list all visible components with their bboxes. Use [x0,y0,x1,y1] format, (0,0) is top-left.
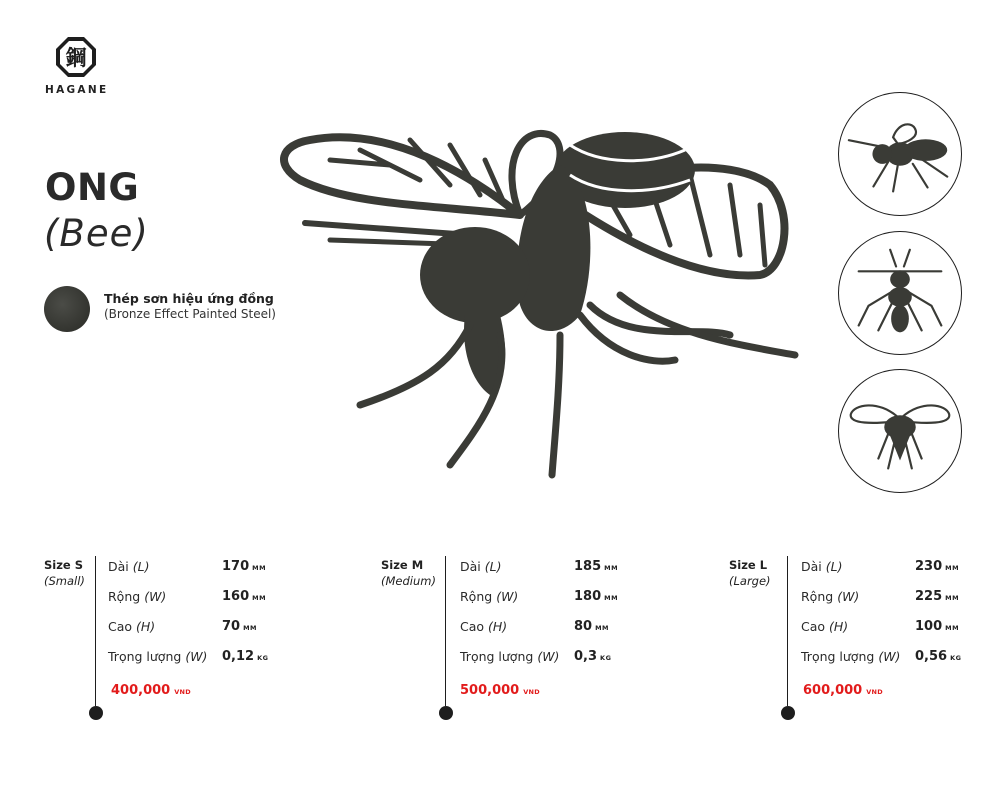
product-subtitle: (Bee) [44,212,149,255]
weight-value: 0,3 KG [574,649,612,664]
axis-dot [781,706,795,720]
size-block-l [729,556,1000,726]
size-block-s [44,556,344,726]
bee-front-view-icon [839,370,961,492]
weight-value: 0,12 KG [222,649,269,664]
axis-line [787,556,788,706]
height-label: Cao (H) [801,619,849,634]
length-label: Dài (L) [108,559,150,574]
length-label: Dài (L) [460,559,502,574]
logo-glyph: 鋼 [65,46,87,70]
product-title: ONG [45,166,140,209]
height-label: Cao (H) [108,619,156,634]
weight-label: Trọng lượng (W) [460,649,560,664]
axis-line [445,556,446,706]
material-swatch [44,286,90,332]
weight-label: Trọng lượng (W) [801,649,901,664]
material-name-vi: Thép sơn hiệu ứng đồng [104,291,274,306]
octagon-kanji-logo-icon [55,36,97,78]
axis-dot [439,706,453,720]
width-value: 160 MM [222,589,267,604]
axis-line [95,556,96,706]
material-name-en: (Bronze Effect Painted Steel) [104,307,276,321]
bee-top-view-icon [839,232,961,354]
length-value: 230 MM [915,559,960,574]
size-desc: (Medium) [381,574,436,588]
brand-name: HAGANE [45,84,109,96]
price: 400,000 VND [111,683,191,698]
height-label: Cao (H) [460,619,508,634]
thumbnail-top-view[interactable] [838,231,962,355]
size-desc: (Small) [44,574,85,588]
weight-label: Trọng lượng (W) [108,649,208,664]
size-name: Size L [729,558,768,572]
height-value: 80 MM [574,619,610,634]
width-value: 180 MM [574,589,619,604]
width-value: 225 MM [915,589,960,604]
size-block-m [381,556,681,726]
price: 500,000 VND [460,683,540,698]
width-label: Rộng (W) [460,589,519,604]
length-value: 185 MM [574,559,619,574]
axis-dot [89,706,103,720]
length-label: Dài (L) [801,559,843,574]
size-name: Size M [381,558,424,572]
length-value: 170 MM [222,559,267,574]
size-desc: (Large) [729,574,771,588]
width-label: Rộng (W) [801,589,860,604]
height-value: 100 MM [915,619,960,634]
bee-side-view-icon [839,93,961,215]
steel-bee-model-icon [270,105,810,505]
price: 600,000 VND [803,683,883,698]
thumbnail-side-view[interactable] [838,92,962,216]
size-name: Size S [44,558,84,572]
thumbnail-front-view[interactable] [838,369,962,493]
width-label: Rộng (W) [108,589,167,604]
weight-value: 0,56 KG [915,649,962,664]
height-value: 70 MM [222,619,258,634]
